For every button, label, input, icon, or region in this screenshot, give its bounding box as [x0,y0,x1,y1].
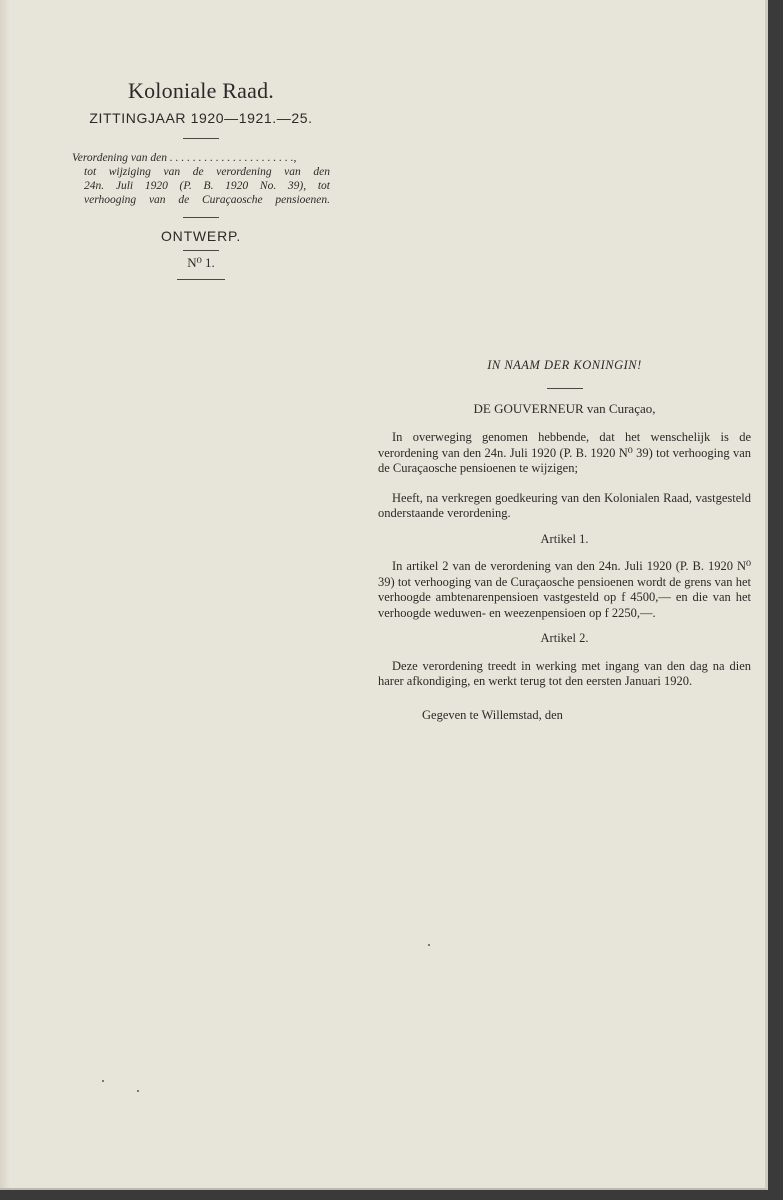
divider [547,388,583,389]
subject-line: verhooging van de Curaçaosche pensioenen. [84,194,330,206]
governor-heading: DE GOUVERNEUR van Curaçao, [473,400,656,416]
council-title: Koloniale Raad. [128,78,274,103]
preamble-paragraph: In overweging genomen hebbende, dat het wenschelijk is de verordening van den 24n. Juli 1920 (P. B. 1920 N⁰ 39) tot verhooging van de Curaçaosche pensioenen te wijzigen; [378,430,751,475]
paper-speck [428,944,430,946]
enactment-paragraph: Heeft, na verkregen goedkeuring van den Kolonialen Raad, vastgesteld onderstaande verordening. [378,490,751,520]
divider [183,138,219,139]
divider [183,217,219,218]
draft-label: ONTWERP. [160,228,242,244]
subject-line: Verordening van den . . . . . . . . . . . . . . . . . . . . . ., [72,152,297,164]
article-1-heading: Artikel 1. [540,531,589,546]
invocation: IN NAAM DER KONINGIN! [487,358,642,372]
ordinance-text [378,358,751,733]
subject-description [70,151,332,207]
header-block [70,78,332,288]
paper-speck [137,1090,139,1092]
session-year: ZITTINGJAAR 1920—1921.—25. [89,110,313,126]
article-2-heading: Artikel 2. [540,631,589,645]
divider [183,250,219,251]
subject-line: 24n. Juli 1920 (P. B. 1920 No. 39), tot [84,180,330,192]
article-1-text: In artikel 2 van de verordening van den 24n. Juli 1920 (P. B. 1920 N⁰ 39) tot verhooging van de Curaçaosche pensioenen wordt de grens van het verhoogde ambtenarenpensioen vastgesteld op f 4500,— en die van het verhoogde weduwen- en weezenpensioen op f 2250,—. [378,559,751,620]
closing-line: Gegeven te Willemstad, den [422,707,563,722]
article-2-text: Deze verordening treedt in werking met ingang van den dag na dien harer afkondiging, en werkt terug tot den eersten Januari 1920. [378,658,751,688]
paper-speck [102,1080,104,1082]
subject-line: tot wijziging van de verordening van den [84,166,330,178]
divider [177,279,225,280]
page-spine-shadow [0,0,10,1188]
draft-number: N⁰ 1. [187,255,215,270]
